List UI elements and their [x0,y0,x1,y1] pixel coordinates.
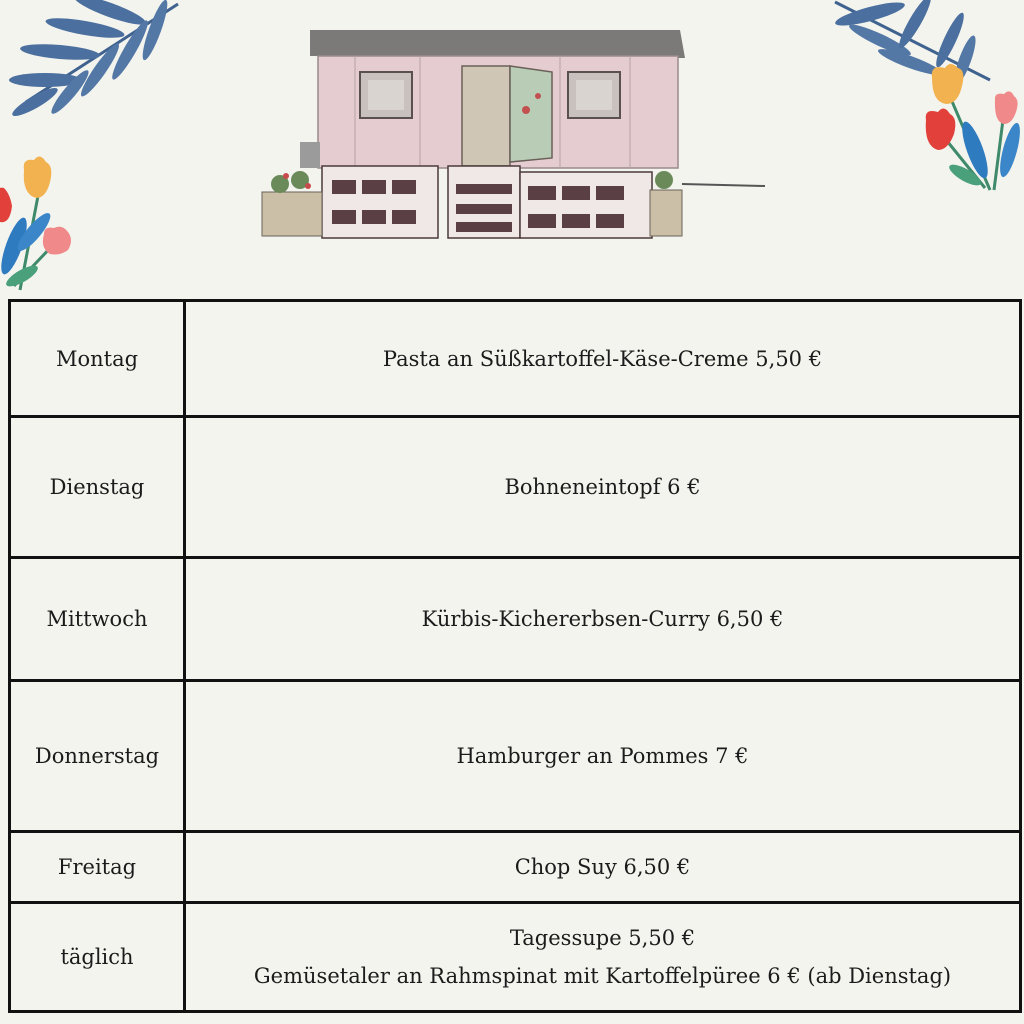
day-label: Freitag [57,855,137,879]
tulip-bouquet-icon [926,64,1024,190]
dish-text: Tagessupe 5,50 € [509,926,696,950]
day-cell [10,417,185,558]
table-row [10,681,1021,832]
tulip-bouquet-icon [0,156,71,290]
dish-cell [185,301,1021,417]
table-row [10,417,1021,558]
table-row [10,903,1021,1012]
table-row [10,301,1021,417]
weekly-menu-table [8,299,1022,1013]
day-label: Mittwoch [46,607,148,631]
dish-text: Hamburger an Pommes 7 € [456,744,749,768]
dish-cell [185,417,1021,558]
dish-cell [185,832,1021,903]
header-illustrations [0,0,1024,300]
dish-cell [185,558,1021,681]
dish-cell [185,903,1021,1012]
day-label: Montag [55,346,139,371]
dish-cell [185,681,1021,832]
day-cell [10,832,185,903]
dish-text: Pasta an Süßkartoffel-Käse-Creme 5,50 € [382,346,823,371]
garden-trailer-illustration [262,30,765,238]
day-label: täglich [60,945,134,969]
decoration-svg [0,0,1024,300]
day-cell [10,903,185,1012]
dish-text: Chop Suy 6,50 € [514,855,691,879]
dish-text: Gemüsetaler an Rahmspinat mit Kartoffelpüree 6 € (ab Dienstag) [253,964,952,988]
day-cell [10,681,185,832]
day-label: Dienstag [49,475,145,499]
day-label: Donnerstag [34,744,160,768]
leaf-branch-icon [833,0,990,86]
dish-text: Kürbis-Kichererbsen-Curry 6,50 € [421,607,784,631]
dish-text: Bohneneintopf 6 € [504,475,701,499]
table-row [10,832,1021,903]
table-row [10,558,1021,681]
day-cell [10,301,185,417]
day-cell [10,558,185,681]
leaf-branch-icon [9,0,178,120]
